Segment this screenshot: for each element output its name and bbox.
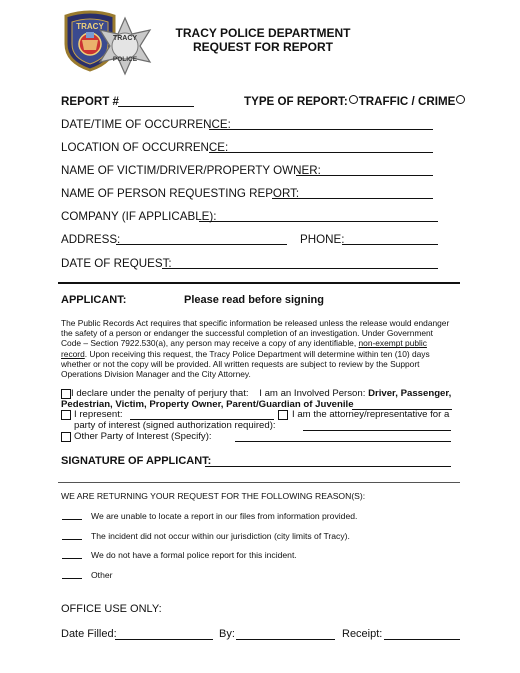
paragraph-line: whether or not the copy will be provided. All written requests are subject to review by the Support [61, 358, 420, 369]
reason-checkline[interactable] [62, 539, 82, 540]
section-divider [58, 282, 460, 284]
report-type-label: TYPE OF REPORT: [244, 95, 348, 108]
office-use-heading: OFFICE USE ONLY: [61, 603, 162, 615]
paragraph-text: Code – Section 7922.530(a), any person may receive a copy of any identifiable, [61, 338, 357, 349]
paragraph-text: . Upon receiving this request, the Tracy Police Department will determine within ten (10) days [84, 348, 430, 359]
party-of-interest-field[interactable] [303, 430, 451, 431]
other-party-label: Other Party of Interest (Specify): [74, 431, 212, 442]
address-label: ADDRESS: [61, 233, 121, 246]
star-bottom-text: POLICE [112, 56, 138, 63]
paragraph-line: the safety of a person or endanger the successful completion of an investigation. Under Government [61, 328, 433, 339]
represent-checkbox[interactable] [61, 410, 71, 420]
traffic-label: TRAFFIC / [358, 95, 415, 108]
paragraph-line [61, 338, 449, 348]
receipt-field[interactable] [384, 639, 460, 640]
page-title [168, 26, 358, 54]
represent-label: I represent: [74, 409, 123, 420]
date-filled-field[interactable] [115, 639, 213, 640]
requester-field[interactable] [272, 198, 433, 199]
company-label: COMPANY (IF APPLICABLE): [61, 210, 217, 223]
title-line-1: TRACY POLICE DEPARTMENT [175, 26, 351, 40]
reason-item: We are unable to locate a report in our files from information provided. [91, 511, 358, 521]
company-field[interactable] [199, 221, 438, 222]
reason-checkline[interactable] [62, 578, 82, 579]
public-records-paragraph [61, 318, 449, 379]
requester-label: NAME OF PERSON REQUESTING REPORT: [61, 187, 300, 200]
section-divider [58, 482, 460, 483]
address-field[interactable] [116, 244, 287, 245]
date-filled-label: Date Filled: [61, 628, 117, 640]
traffic-radio[interactable] [349, 95, 358, 104]
patch-text: TRACY [76, 22, 104, 31]
reason-item: We do not have a formal police report for this incident. [91, 550, 297, 560]
star-badge-icon [94, 16, 156, 76]
report-number-label: REPORT # [61, 95, 119, 108]
title-line-2: REQUEST FOR REPORT [192, 40, 333, 54]
crime-label: CRIME [417, 95, 456, 108]
victim-label: NAME OF VICTIM/DRIVER/PROPERTY OWNER: [61, 164, 321, 177]
date-of-request-field[interactable] [162, 268, 438, 269]
reason-checkline[interactable] [62, 558, 82, 559]
other-party-field[interactable] [235, 441, 451, 442]
attorney-label: I am the attorney/representative for a [292, 409, 450, 420]
by-label: By: [219, 628, 235, 640]
signature-field[interactable] [205, 466, 451, 467]
victim-field[interactable] [296, 175, 433, 176]
paragraph-line: Operations Division Manager and the City Attorney. [61, 369, 251, 380]
declare-checkbox[interactable] [61, 389, 71, 399]
returning-heading: WE ARE RETURNING YOUR REQUEST FOR THE FOLLOWING REASON(S): [61, 491, 366, 501]
receipt-label: Receipt: [342, 628, 383, 640]
paragraph-underlined-text: non-exempt public [358, 338, 427, 349]
date-of-request-label: DATE OF REQUEST: [61, 257, 172, 270]
location-label: LOCATION OF OCCURRENCE: [61, 141, 229, 154]
attorney-checkbox[interactable] [278, 410, 288, 420]
declaration-line-2: Pedestrian, Victim, Property Owner, Parent/Guardian of Juvenile [61, 399, 354, 410]
phone-field[interactable] [342, 244, 438, 245]
phone-label: PHONE: [300, 233, 345, 246]
reason-item: The incident did not occur within our jurisdiction (city limits of Tracy). [91, 531, 350, 541]
declaration-line-1 [71, 388, 451, 399]
datetime-field[interactable] [209, 129, 433, 130]
tracy-police-logo [60, 10, 160, 76]
paragraph-underlined-text: record [61, 348, 85, 359]
report-type-group [244, 95, 466, 108]
declare-text: I declare under the penalty of perjury that: [71, 388, 249, 399]
reason-checkline[interactable] [62, 519, 82, 520]
signature-label: SIGNATURE OF APPLICANT: [61, 455, 212, 467]
star-top-text: TRACY [112, 35, 138, 42]
party-of-interest-label: party of interest (signed authorization required): [74, 420, 276, 431]
involved-person-text: I am an Involved Person: [259, 388, 369, 399]
applicant-heading: APPLICANT: [61, 294, 127, 306]
datetime-label: DATE/TIME OF OCCURRENCE: [61, 118, 231, 131]
by-field[interactable] [236, 639, 335, 640]
paragraph-line: The Public Records Act requires that specific information be released unless the release would endanger [61, 318, 450, 328]
other-party-checkbox[interactable] [61, 432, 71, 442]
report-number-field[interactable] [118, 106, 194, 107]
read-before-signing-note: Please read before signing [184, 294, 324, 306]
paragraph-line [61, 349, 449, 359]
crime-radio[interactable] [456, 95, 465, 104]
reason-item: Other [91, 570, 113, 580]
involved-person-types: Driver, Passenger, [368, 388, 452, 399]
location-field[interactable] [209, 152, 433, 153]
